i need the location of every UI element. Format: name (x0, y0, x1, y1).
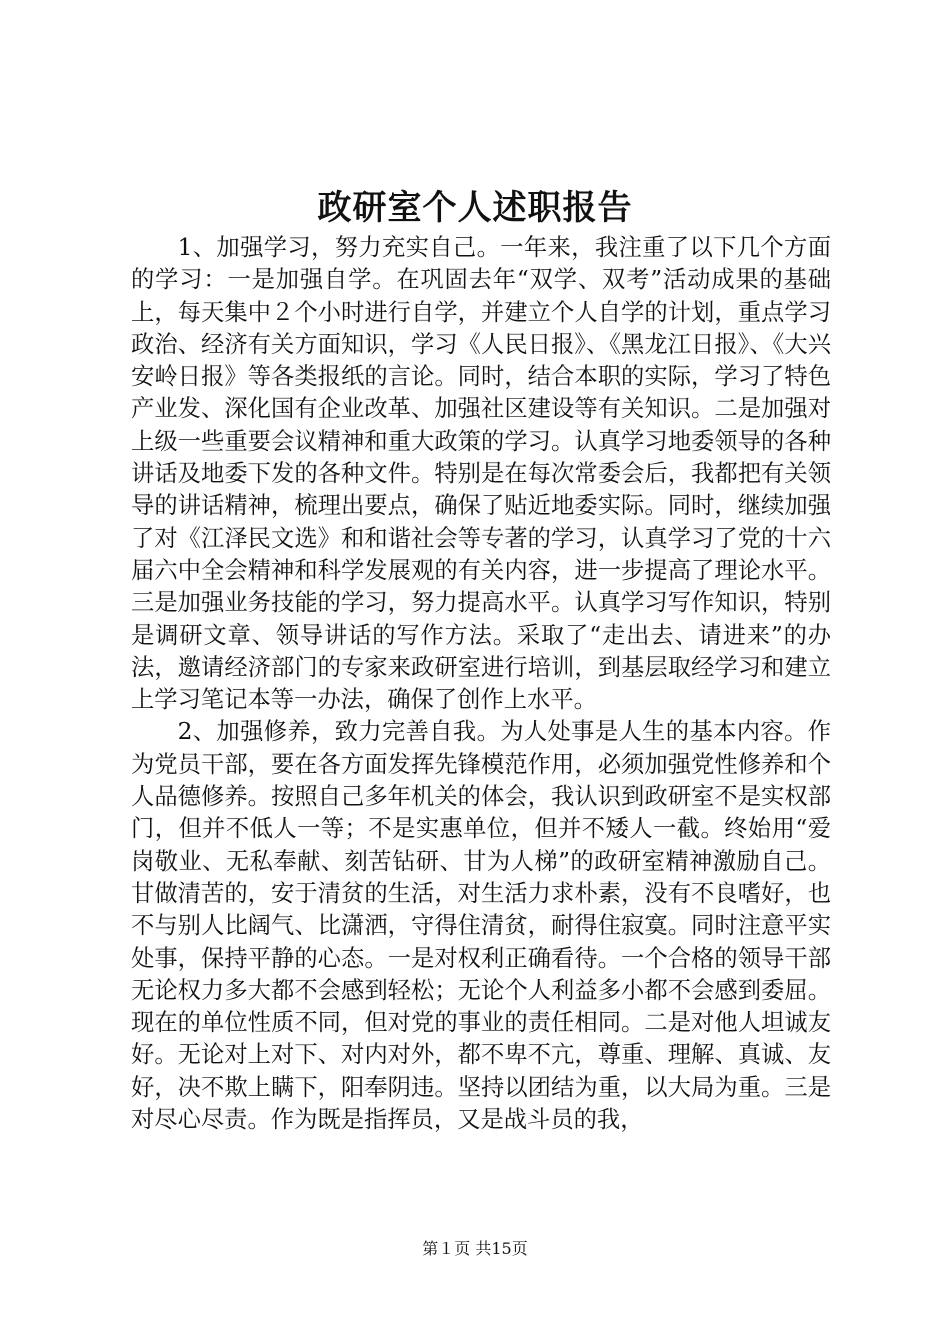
document-body (131, 232, 831, 1136)
document-title: 政研室个人述职报告 (317, 188, 633, 228)
paragraph-1: 1、加强学习，努力充实自己。一年来，我注重了以下几个方面的学习：一是加强自学。在巩固去年“双学、双考”活动成果的基础上，每天集中２个小时进行自学，并建立个人自学的计划，重点学习政治、经济有关方面知识，学习《人民日报》、《黑龙江日报》、《大兴安岭日报》等各类报纸的言论。同时，结合本职的实际，学习了特色产业发、深化国有企业改革、加强社区建设等有关知识。二是加强对上级一些重要会议精神和重大政策的学习。认真学习地委领导的各种讲话及地委下发的各种文件。特别是在每次常委会后，我都把有关领导的讲话精神，梳理出要点，确保了贴近地委实际。同时，继续加强了对《江泽民文选》和和谐社会等专著的学习，认真学习了党的十六届六中全会精神和科学发展观的有关内容，进一步提高了理论水平。三是加强业务技能的学习，努力提高水平。认真学习写作知识，特别是调研文章、领导讲话的写作方法。采取了“走出去、请进来”的办法，邀请经济部门的专家来政研室进行培训，到基层取经学习和建立上学习笔记本等一办法，确保了创作上水平。 (131, 234, 831, 714)
page-footer: 第１页 共15页 (422, 1239, 528, 1258)
paragraph-2: 2、加强修养，致力完善自我。为人处事是人生的基本内容。作为党员干部，要在各方面发挥先锋模范作用，必须加强党性修养和个人品德修养。按照自己多年机关的体会，我认识到政研室不是实权部门，但并不低人一等；不是实惠单位，但并不矮人一截。终始用“爱岗敬业、无私奉献、刻苦钻研、甘为人梯”的政研室精神激励自己。甘做清苦的，安于清贫的生活，对生活力求朴素，没有不良嗜好，也不与别人比阔气、比潇洒，守得住清贫，耐得住寂寞。同时注意平实处事，保持平静的心态。一是对权利正确看待。一个合格的领导干部无论权力多大都不会感到轻松；无论个人利益多小都不会感到委屈。现在的单位性质不同，但对党的事业的责任相同。二是对他人坦诚友好。无论对上对下、对内对外，都不卑不亢，尊重、理解、真诚、友好，决不欺上瞒下，阳奉阴违。坚持以团结为重，以大局为重。三是对尽心尽责。作为既是指挥员，又是战斗员的我， (131, 718, 831, 1134)
